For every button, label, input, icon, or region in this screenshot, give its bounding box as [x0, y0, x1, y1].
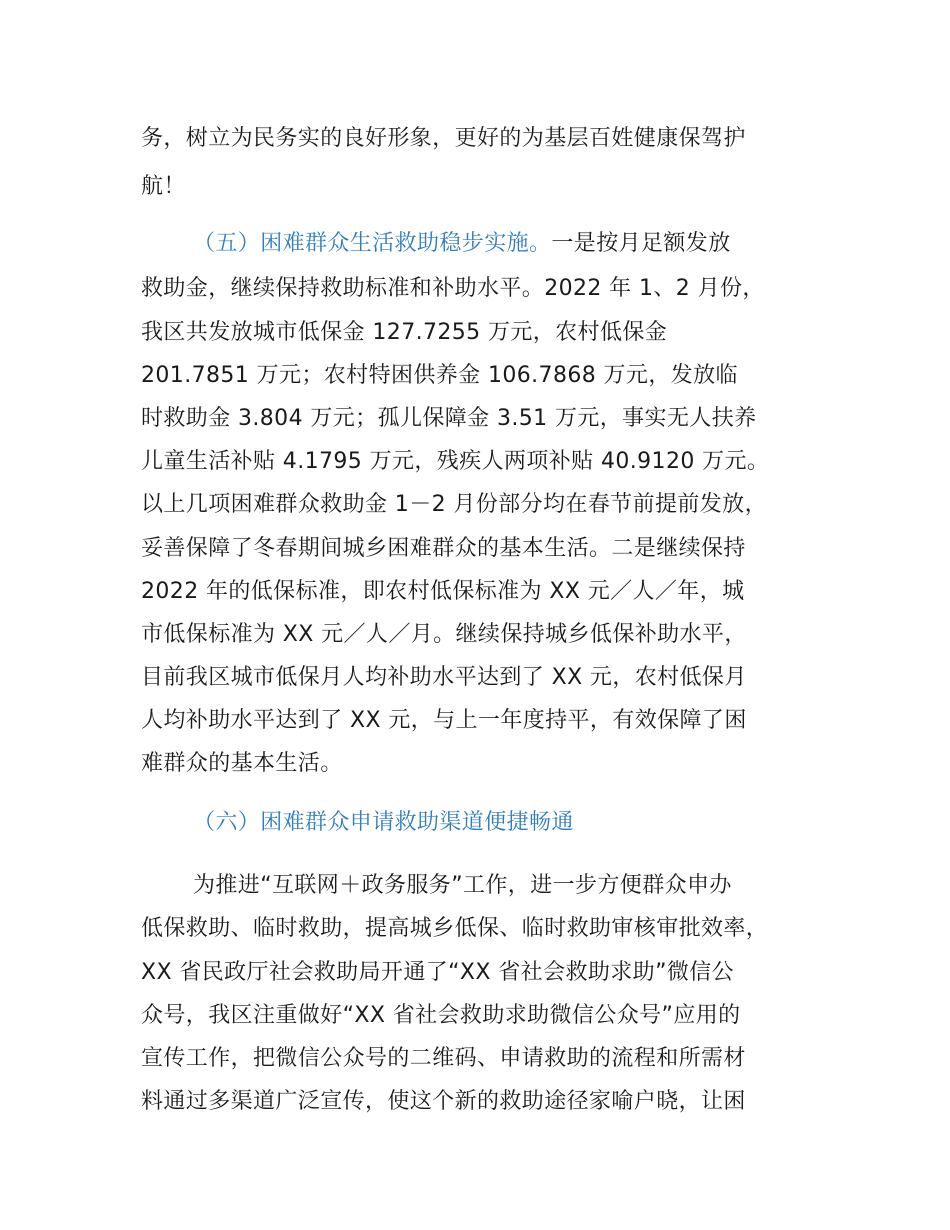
paragraph-line: 以上几项困难群众救助金 1－2 月份部分均在春节前提前发放， — [141, 492, 767, 517]
paragraph-line: XX 省民政厅社会救助局开通了“XX 省社会救助求助”微信公 — [141, 960, 735, 985]
paragraph-line: 201.7851 万元；农村特困供养金 106.7868 万元，发放临 — [141, 363, 738, 388]
paragraph-line — [193, 229, 731, 259]
paragraph-line: 2022 年的低保标准，即农村低保标准为 XX 元／人／年，城 — [141, 579, 745, 604]
paragraph-line: 时救助金 3.804 万元；孤儿保障金 3.51 万元，事实无人扶养 — [141, 406, 757, 431]
paragraph-line: 儿童生活补贴 4.1795 万元，残疾人两项补贴 40.9120 万元。 — [141, 449, 770, 474]
paragraph-line: 人均补助水平达到了 XX 元，与上一年度持平，有效保障了困 — [141, 708, 747, 733]
paragraph-line: 低保救助、临时救助，提高城乡低保、临时救助审核审批效率， — [141, 916, 769, 941]
paragraph-line: 为推进“互联网＋政务服务”工作，进一步方便群众申办 — [193, 873, 732, 898]
paragraph-line: 难群众的基本生活。 — [141, 751, 343, 776]
paragraph-line: 妥善保障了冬春期间城乡困难群众的基本生活。二是继续保持 — [141, 536, 746, 561]
paragraph-line: 市低保标准为 XX 元／人／月。继续保持城乡低保补助水平， — [141, 622, 747, 647]
section-heading-five: （五）困难群众生活救助稳步实施。 — [193, 231, 552, 256]
paragraph-line: 我区共发放城市低保金 127.7255 万元，农村低保金 — [141, 320, 668, 345]
paragraph-line: 众号，我区注重做好“XX 省社会救助求助微信公众号”应用的 — [141, 1003, 741, 1028]
paragraph-line: 宣传工作，把微信公众号的二维码、申请救助的流程和所需材 — [141, 1046, 746, 1071]
paragraph-line: 目前我区城市低保月人均补助水平达到了 XX 元，农村低保月 — [141, 665, 747, 690]
paragraph-text: 一是按月足额发放 — [551, 231, 731, 256]
section-heading-six: （六）困难群众申请救助渠道便捷畅通 — [193, 810, 574, 835]
paragraph-line: 务，树立为民务实的良好形象，更好的为基层百姓健康保驾护 — [141, 126, 746, 151]
paragraph-line: 救助金，继续保持救助标准和补助水平。2022 年 1、2 月份， — [141, 276, 765, 301]
paragraph-line: 航！ — [141, 174, 186, 199]
paragraph-line: 料通过多渠道广泛宣传，使这个新的救助途径家喻户晓，让困 — [141, 1089, 746, 1114]
